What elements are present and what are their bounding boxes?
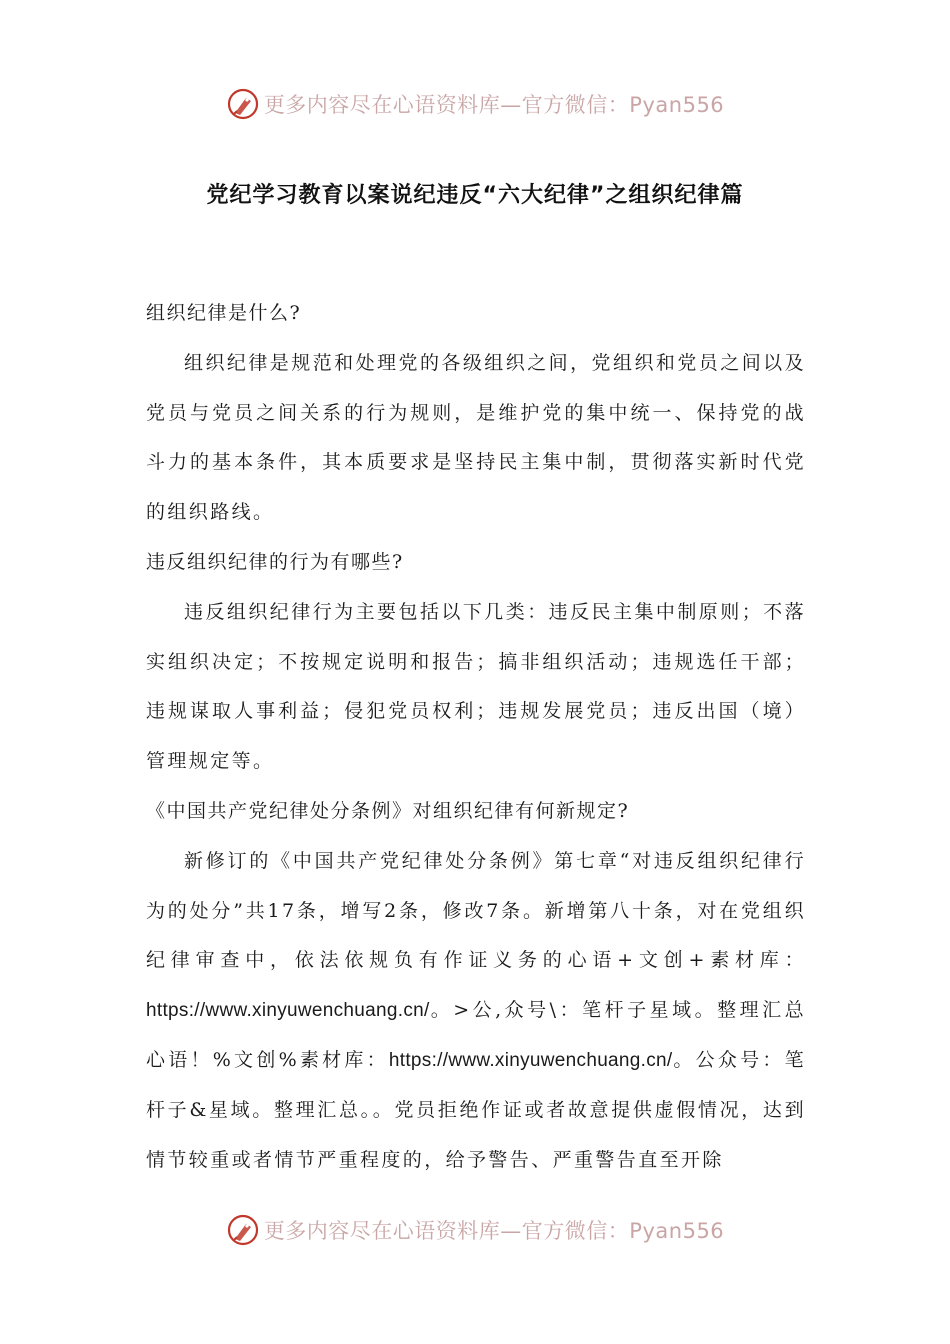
header-watermark-banner [0,84,950,124]
pen-nib-logo-icon [226,87,260,121]
footer-watermark-banner [0,1210,950,1250]
watermark-text: 更多内容尽在心语资料库—官方微信：Pyan556 [263,1219,725,1243]
section-paragraph [146,837,806,1186]
document-title: 党纪学习教育以案说纪违反“六大纪律”之组织纪律篇 [206,183,744,208]
paragraph-text: 新修订的《中国共产党纪律处分条例》第七章“对违反组织纪律行为的处分”共17条，增写2条，修改7条。新增第八十条，对在党组织纪律审查中，依法依规负有作证义务的心语+文创+素材库： [146,849,806,972]
paragraph-text: 。公众号：笔杆子&星域。整理汇总。。党员拒绝作证或者故意提供虚假情况，达到情节较重或者情节严重程度的，给予警告、严重警告直至开除 [146,1048,806,1171]
section-heading: 违反组织纪律的行为有哪些? [146,550,404,573]
website-url: https://www.xinyuwenchuang.cn/ [388,1049,673,1071]
paragraph-text: 。>公,众号\：笔杆子星域。整理汇总心语！%文创%素材库： [146,999,806,1071]
section-paragraph: 违反组织纪律行为主要包括以下几类：违反民主集中制原则；不落实组织决定；不按规定说明和报告；搞非组织活动；违规选任干部；违规谋取人事利益；侵犯党员权利；违规发展党员；违反出国（境）管理规定等。 [146,600,806,773]
website-url: https://www.xinyuwenchuang.cn/ [146,1000,430,1022]
watermark-text: 更多内容尽在心语资料库—官方微信：Pyan556 [263,93,725,117]
section-heading: 《中国共产党纪律处分条例》对组织纪律有何新规定? [146,799,630,822]
document-body [146,289,806,1185]
section-heading: 组织纪律是什么? [146,302,302,324]
section-paragraph: 组织纪律是规范和处理党的各级组织之间，党组织和党员之间以及党员与党员之间关系的行为规则，是维护党的集中统一、保持党的战斗力的基本条件，其本质要求是坚持民主集中制，贯彻落实新时代党的组织路线。 [146,351,806,524]
pen-nib-logo-icon [226,1213,260,1247]
